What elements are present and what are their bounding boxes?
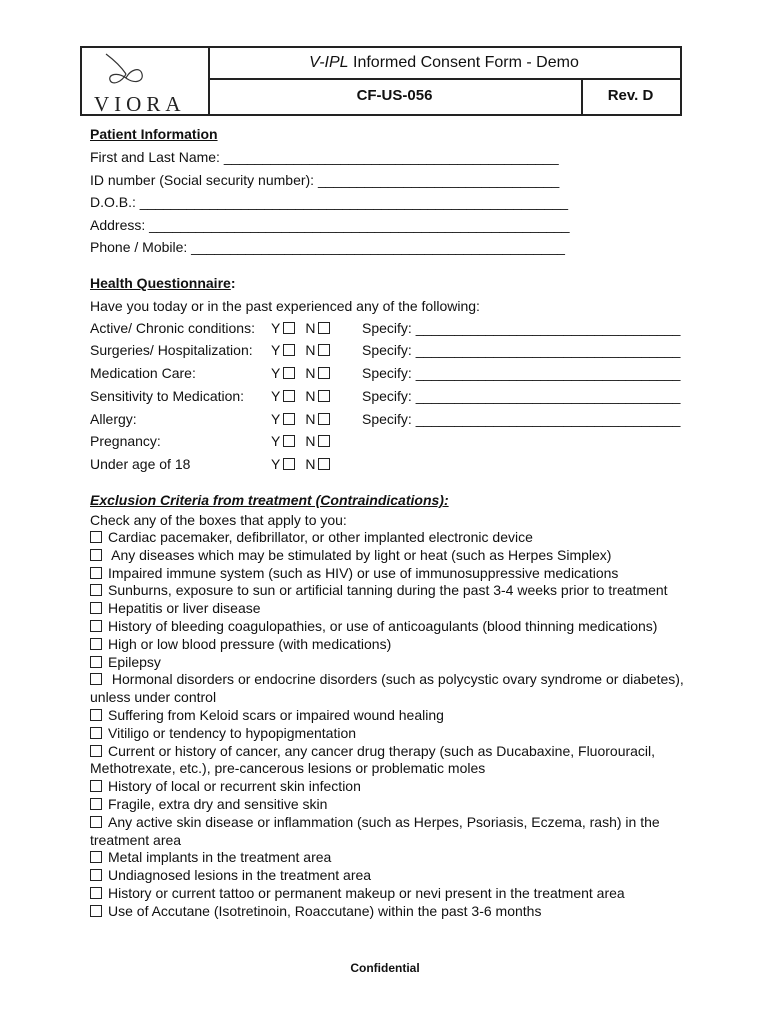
health-title-colon: : [230,275,236,291]
form-header [80,46,682,116]
exclusion-item [90,778,690,796]
yes-checkbox[interactable] [283,322,295,334]
specify-field[interactable]: Specify: __________________________________ [362,320,681,336]
logo-text: VIORA [94,92,186,116]
form-title [208,48,680,80]
exclusion-item-text: Metal implants in the treatment area [108,849,332,866]
yes-checkbox[interactable] [283,390,295,402]
logo-cell [82,48,210,114]
exclusion-item-text: Undiagnosed lesions in the treatment area [108,867,372,884]
exclusion-item-text: Any active skin disease or inflammation (such as Herpes, Psoriasis, Eczema, rash) in the treatment area [90,813,660,848]
yes-label: Y [271,342,281,358]
health-title [90,275,235,291]
exclusion-checkbox[interactable] [90,905,102,917]
exclusion-item-text: Current or history of cancer, any cancer drug therapy (such as Ducabaxine, Fluorouracil, Methotrexate, etc.), pre-cancerous lesions or problematic moles [90,742,656,777]
exclusion-checkbox[interactable] [90,656,102,668]
specify-field[interactable]: Specify: __________________________________ [362,365,681,381]
exclusion-item [90,796,690,814]
yes-label: Y [271,456,281,472]
exclusion-checkbox[interactable] [90,798,102,810]
name-field[interactable]: First and Last Name: ___________________________________________ [90,149,559,165]
health-title-text: Health Questionnaire [90,275,231,291]
question-label: Under age of 18 [90,456,191,472]
exclusion-intro: Check any of the boxes that apply to you: [90,512,347,528]
yes-checkbox[interactable] [283,344,295,356]
specify-field[interactable]: Specify: __________________________________ [362,411,681,427]
exclusion-checkbox[interactable] [90,549,102,561]
exclusion-item [90,885,690,903]
exclusion-item [90,867,690,885]
exclusion-checkbox[interactable] [90,709,102,721]
footer-confidential: Confidential [350,961,420,975]
form-title-text: Informed Consent Form - Demo [348,54,579,71]
yes-checkbox[interactable] [283,367,295,379]
yes-no-group [271,456,340,472]
question-label: Sensitivity to Medication: [90,388,245,404]
question-label: Active/ Chronic conditions: [90,320,255,336]
form-revision: Rev. D [607,87,654,104]
exclusion-item-text: Any diseases which may be stimulated by light or heat (such as Herpes Simplex) [108,546,612,563]
exclusion-checkbox[interactable] [90,887,102,899]
exclusion-item [90,671,690,707]
exclusion-item-text: High or low blood pressure (with medications) [108,635,392,652]
phone-field[interactable]: Phone / Mobile: ________________________________________________ [90,239,565,255]
no-label: N [305,342,316,358]
no-checkbox[interactable] [318,322,330,334]
no-checkbox[interactable] [318,367,330,379]
exclusion-checkbox[interactable] [90,745,102,757]
exclusion-item [90,654,690,672]
question-label: Surgeries/ Hospitalization: [90,342,253,358]
exclusion-checkbox[interactable] [90,780,102,792]
yes-checkbox[interactable] [283,458,295,470]
exclusion-item-text: Epilepsy [108,653,161,670]
specify-field[interactable]: Specify: __________________________________ [362,342,681,358]
yes-no-group [271,320,340,336]
question-label: Pregnancy: [90,433,161,449]
exclusion-item [90,582,690,600]
exclusion-item [90,565,690,583]
exclusion-item-text: Use of Accutane (Isotretinoin, Roaccutane) within the past 3-6 months [108,902,542,919]
no-label: N [305,456,316,472]
exclusion-item-text: History or current tattoo or permanent makeup or nevi present in the treatment area [108,884,625,901]
yes-no-group [271,388,340,404]
no-checkbox[interactable] [318,390,330,402]
yes-label: Y [271,411,281,427]
exclusion-title-text: Exclusion Criteria from treatment (Contraindications) [90,492,444,508]
exclusion-item [90,849,690,867]
no-checkbox[interactable] [318,458,330,470]
exclusion-title [90,492,449,508]
exclusion-item [90,707,690,725]
exclusion-item [90,600,690,618]
no-checkbox[interactable] [318,344,330,356]
exclusion-checkbox[interactable] [90,727,102,739]
yes-label: Y [271,365,281,381]
patient-info-title: Patient Information [90,126,218,142]
specify-field[interactable]: Specify: __________________________________ [362,388,681,404]
exclusion-item [90,618,690,636]
yes-label: Y [271,433,281,449]
yes-no-group [271,342,340,358]
form-code: CF-US-056 [208,78,583,114]
exclusion-item [90,529,690,547]
exclusion-checkbox[interactable] [90,673,102,685]
exclusion-item-text: Fragile, extra dry and sensitive skin [108,795,328,812]
exclusion-item-text: Suffering from Keloid scars or impaired wound healing [108,706,444,723]
no-label: N [305,433,316,449]
exclusion-checkbox[interactable] [90,584,102,596]
address-field[interactable]: Address: ______________________________________________________ [90,217,570,233]
exclusion-title-colon: : [443,492,449,508]
exclusion-item [90,636,690,654]
exclusion-item [90,725,690,743]
no-label: N [305,365,316,381]
exclusion-item-text: History of local or recurrent skin infection [108,778,361,795]
exclusion-checkbox[interactable] [90,816,102,828]
no-checkbox[interactable] [318,413,330,425]
dob-field[interactable]: D.O.B.: _______________________________________________________ [90,194,569,210]
exclusion-item [90,903,690,921]
exclusion-item [90,814,690,850]
no-checkbox[interactable] [318,435,330,447]
no-label: N [305,388,316,404]
viora-logo-icon [100,52,150,92]
exclusion-list [90,529,690,921]
yes-checkbox[interactable] [283,435,295,447]
yes-no-group [271,433,340,449]
exclusion-item-text: Vitiligo or tendency to hypopigmentation [108,724,357,741]
yes-checkbox[interactable] [283,413,295,425]
question-label: Medication Care: [90,365,196,381]
exclusion-checkbox[interactable] [90,869,102,881]
exclusion-item [90,743,690,779]
exclusion-item-text: Hormonal disorders or endocrine disorders (such as polycystic ovary syndrome or diabetes), unless under control [90,671,684,706]
form-title-product: V-IPL [309,54,349,71]
id-number-field[interactable]: ID number (Social security number): _______________________________ [90,172,560,188]
question-label: Allergy: [90,411,137,427]
exclusion-item-text: Hepatitis or liver disease [108,600,261,617]
exclusion-checkbox[interactable] [90,620,102,632]
exclusion-item [90,547,690,565]
exclusion-item-text: Cardiac pacemaker, defibrillator, or other implanted electronic device [108,529,533,545]
exclusion-checkbox[interactable] [90,602,102,614]
exclusion-item-text: History of bleeding coagulopathies, or use of anticoagulants (blood thinning medications) [108,617,658,634]
exclusion-checkbox[interactable] [90,531,102,543]
exclusion-item-text: Impaired immune system (such as HIV) or use of immunosuppressive medications [108,564,619,581]
no-label: N [305,320,316,336]
yes-label: Y [271,320,281,336]
exclusion-checkbox[interactable] [90,851,102,863]
yes-label: Y [271,388,281,404]
exclusion-checkbox[interactable] [90,567,102,579]
exclusion-checkbox[interactable] [90,638,102,650]
health-intro: Have you today or in the past experienced any of the following: [90,298,480,314]
yes-no-group [271,411,340,427]
yes-no-group [271,365,340,381]
no-label: N [305,411,316,427]
exclusion-item-text: Sunburns, exposure to sun or artificial tanning during the past 3-4 weeks prior to treatment [108,582,668,599]
